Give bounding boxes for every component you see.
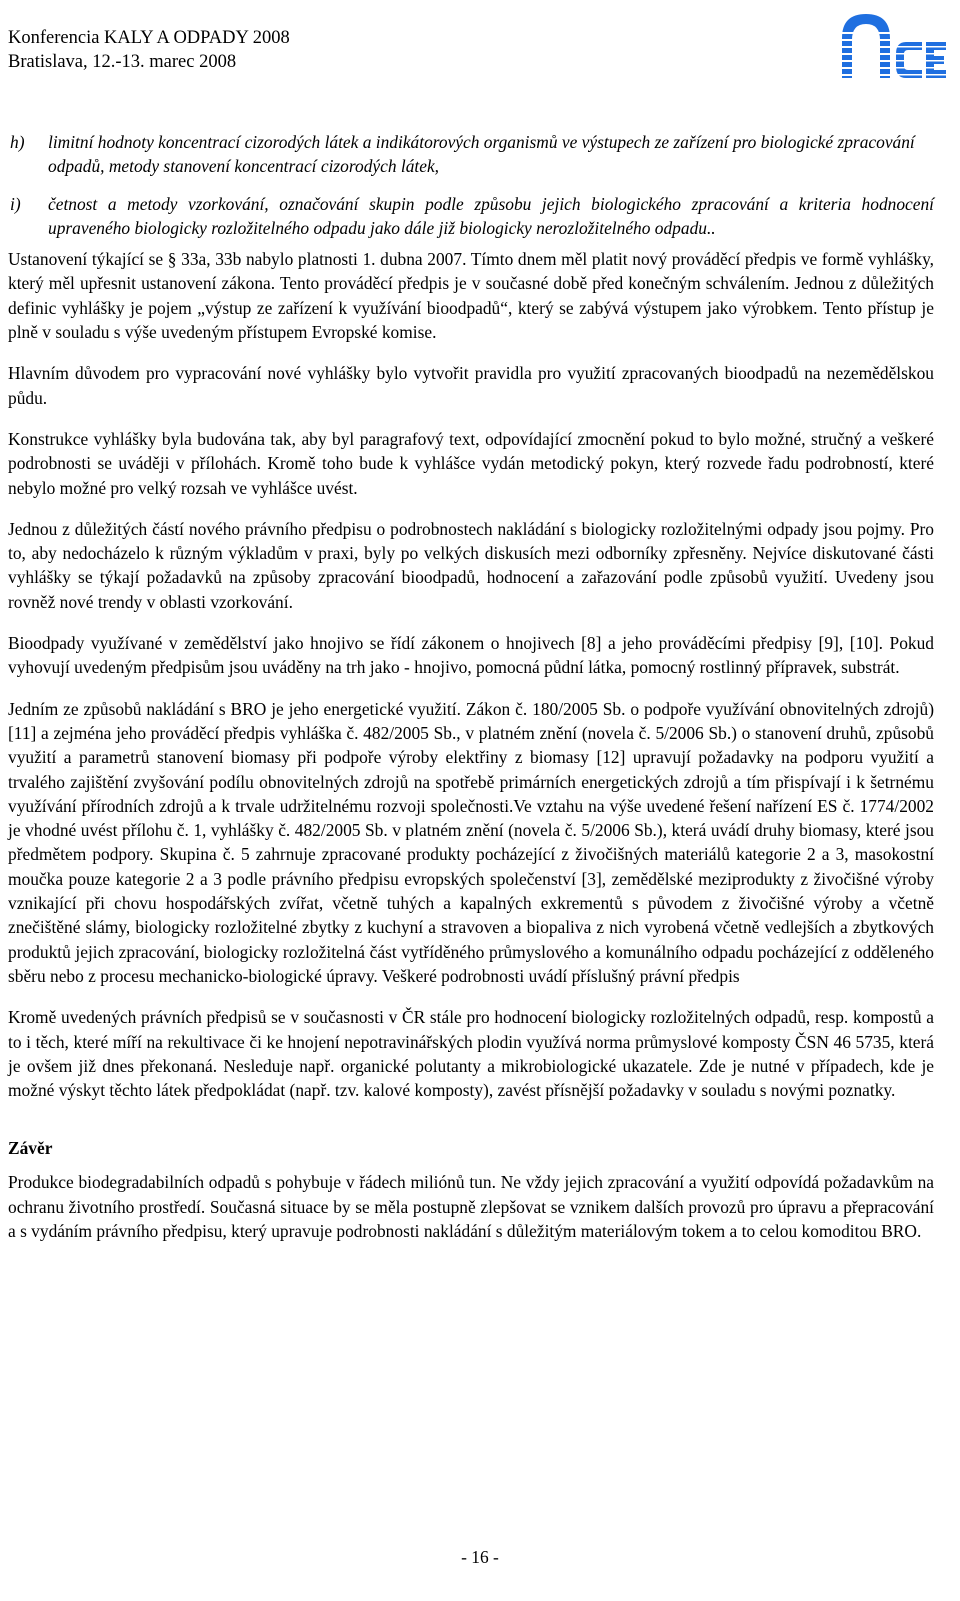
list-item [8,192,934,241]
paragraph: Hlavním důvodem pro vypracování nové vyhlášky bylo vytvořit pravidla pro využití zpracovaných bioodpadů na nezemědělskou půdu. [8,363,934,408]
page-header [8,22,952,80]
list-item-text: limitní hodnoty koncentrací cizorodých látek a indikátorových organismů ve výstupech ze zařízení pro biologické zpracování odpadů, metody stanovení koncentrací cizorodých látek, [48,132,915,177]
ace-logo [836,8,948,80]
paragraph: Konstrukce vyhlášky byla budována tak, aby byl paragrafový text, odpovídající zmocnění pokud to bylo možné, stručný a veškeré podrobnosti se uváději v přílohách. Kromě toho bude k vyhlášce vydán metodický pokyn, který rozvede řadu podrobností, které nebylo možné pro velký rozsah ve vyhlášce uvést. [8,428,934,498]
paragraph: Bioodpady využívané v zemědělství jako hnojivo se řídí zákonem o hnojivech [8] a jeho prováděcími předpisy [9], [10]. Pokud vyhovují uvedeným předpisům jsou uváděny na trh jako - hnojivo, pomocná půdní látka, pomocný rostlinný přípravek, substrát. [8,633,934,678]
list-item [8,130,934,179]
conclusion-paragraph: Produkce biodegradabilních odpadů s pohybuje v řádech miliónů tun. Ne vždy jejich zpracování a využití odpovídá požadavkům na ochranu životního prostředí. Současná situace by se měla postupně zlepšovat se vznikem dalších provozů pro úpravu a přepracování a s vydáním právního předpisu, který upravuje podrobnosti nakládání s důležitým materiálovým tokem a to celou komoditou BRO. [8,1172,934,1241]
conference-date: Bratislava, 12.-13. marec 2008 [8,52,237,72]
list-item-label: i) [10,193,21,214]
page-number: - 16 - [461,1547,499,1567]
conference-title: Konferencia KALY A ODPADY 2008 [8,28,290,48]
article-body [8,130,934,1260]
paragraph: Kromě uvedených právních předpisů se v současnosti v ČR stále pro hodnocení biologicky rozložitelných odpadů, resp. kompostů a to i těch, které míří na rekultivace či ke hnojení nepotravinářských plodin využívá norma průmyslové komposty ČSN 46 5735, která je ovšem již dnes překonaná. Nesleduje např. organické polutanty a mikrobiologické ukazatele. Zde je nutné v případech, kde je možné výskyt těchto látek předpokládat (např. tzv. kalové komposty), zavést přísnější požadavky v souladu s novými poznatky. [8,1007,934,1101]
list-item-label: h) [10,132,25,152]
list-item-text: četnost a metody vzorkování, označování skupin podle způsobu jejich biologického zpracování a kriteria hodnocení upraveného biologicky rozložitelného odpadu jako dále již biologicky nerozložitelného odpadu.. [48,193,934,238]
paragraph: Jednou z důležitých částí nového právního předpisu o podrobnostech nakládání s biologicky rozložitelnými odpady jsou pojmy. Pro to, aby nedocházelo k různým výkladům v praxi, byly po velkých diskusích mezi odborníky zpřesněny. Nejvíce diskutované části vyhlášky se týkají požadavků na způsoby zpracování bioodpadů, hodnocení a zařazování podle způsobů využití. Uvedeny jsou rovněž nové trendy v oblasti vzorkování. [8,518,934,612]
paragraph: Ustanovení týkající se § 33a, 33b nabylo platnosti 1. dubna 2007. Tímto dnem měl platit nový prováděcí předpis ve formě vyhlášky, který měl upřesnit ustanovení zákona. Tento prováděcí předpis je v současné době před konečným schválením. Jednou z důležitých definic vyhlášky je pojem „výstup ze zařízení k využívání bioodpadů“, který se zabývá výstupem jako výrobkem. Tento přístup je plně v souladu s výše uvedeným přístupem Evropské komise. [8,249,934,343]
paragraph: Jedním ze způsobů nakládání s BRO je jeho energetické využití. Zákon č. 180/2005 Sb. o podpoře využívání obnovitelných zdrojů) [11] a zejména jeho prováděcí předpis vyhláška č. 482/2005 Sb., v platném znění (novela č. 5/2006 Sb.) o stanovení druhů, způsobů využití a parametrů stanovení biomasy při podpoře výroby elektřiny z biomasy [12] upravují požadavky na podporu využití a trvalého zajištění zvyšování podílu obnovitelných zdrojů na spotřebě primárních energetických zdrojů a tím přispívají i k šetrnému využívání přírodních zdrojů a k trvale udržitelnému rozvoji společnosti.Ve vztahu na výše uvedené řešení nařízení ES č. 1774/2002 je vhodné uvést přílohu č. 1, vyhlášky č. 482/2005 Sb. v platném znění (novela č. 5/2006 Sb.), která uvádí druhy biomasy, které jsou předmětem podpory. Skupina č. 5 zahrnuje zpracované produkty pocházející z živočišných materiálů kategorie 2 a 3, masokostní moučka pouze kategorie 2 a 3 podle právního předpisu evropských společenství [3], zemědělské meziprodukty z živočišné výroby vznikající při chovu hospodářských zvířat, včetně tuhých a kapalných exkrementů s původem z živočišné výroby a včetně znečištěné slámy, biologicky rozložitelné zbytky z kuchyní a stravoven a biopaliva z nich vyrobená včetně vedlejších a zbytkových produktů jejich zpracování, biologicky rozložitelná část vytříděného průmyslového a komunálního odpadu pocházející z odděleného sběru nebo z procesu mechanicko-biologické úpravy. Veškeré podrobnosti uvádí příslušný právní předpis [8,698,934,986]
section-heading: Závěr [8,1138,53,1159]
